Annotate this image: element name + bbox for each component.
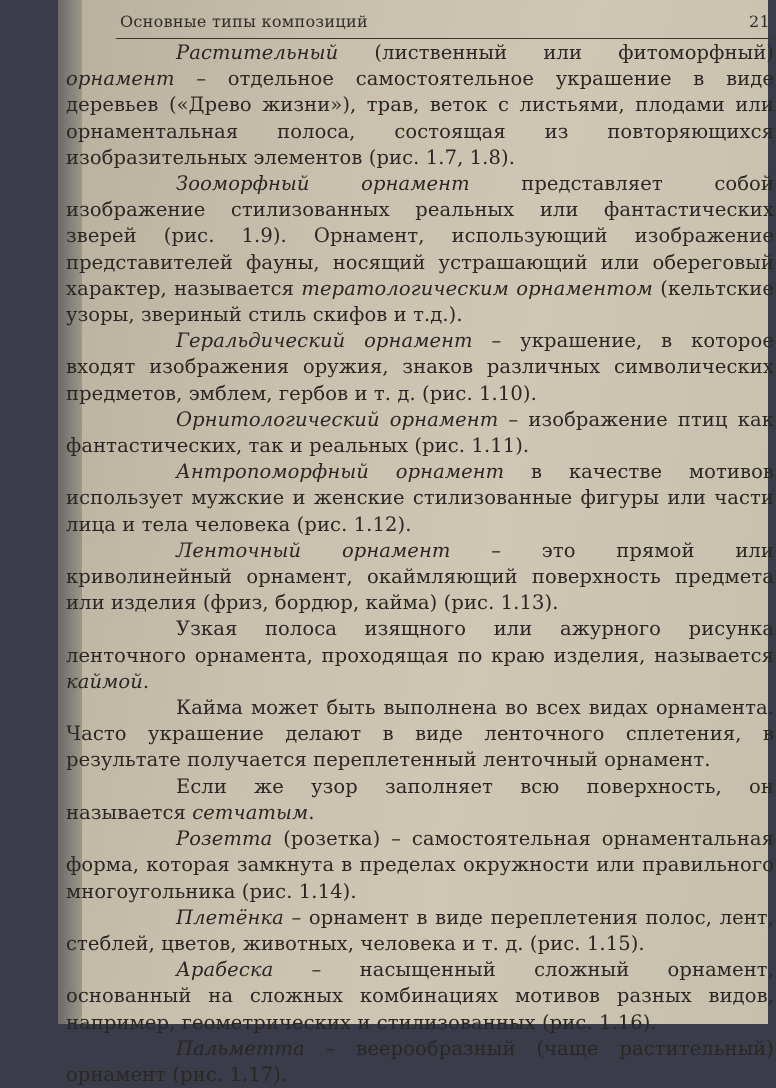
paragraph: [66, 774, 774, 826]
paragraph: [66, 538, 774, 617]
term: сетчатым: [192, 800, 309, 824]
paragraph: [66, 459, 774, 538]
paragraph-text: Узкая полоса изящного или ажурного рисунка ленточного орнамента, проходящая по краю изделия, называется: [66, 617, 774, 667]
paragraph-text: .: [308, 800, 315, 824]
term: Растительный: [176, 41, 339, 64]
paragraph-text: – отдельное самостоятельное украшение в виде деревьев («Древо жизни»), трав, веток с листьями, плодами или орнаментальная полоса, состоящая из повторяющихся изобразительных элементов (рис. 1.7, 1.8).: [66, 67, 774, 169]
running-header: [120, 12, 770, 31]
term: Розетта: [176, 827, 273, 851]
paragraph-text: – украшение, в которое входят изображения оружия, знаков различных символических предметов, эмблем, гербов и т. д. (рис. 1.10).: [66, 329, 774, 405]
paragraph-text: (кельтские узоры, звериный стиль скифов и т.д.).: [66, 276, 775, 327]
paragraph: [66, 1036, 774, 1088]
paragraph-text: .: [142, 669, 150, 693]
page-number: 21: [749, 12, 770, 31]
paragraph-text: (розетка) – самостоятельная орнаментальная форма, которая замкнута в пределах окружности или правильного многоугольника (рис. 1.14).: [66, 827, 774, 903]
paragraph: [66, 957, 774, 1036]
paragraph: [66, 171, 774, 328]
term: орнамент: [66, 67, 175, 91]
paragraph: [66, 328, 774, 407]
paragraph-text: представляет собой изображение стилизованных реальных или фантастических зверей (рис. 1.9). Орнамент, использующий изображение представителей фауны, носящий устрашающий или обереговый характер, называется: [66, 172, 774, 300]
paragraph-text: – изображение птиц как фантастических, так и реальных (рис. 1.11).: [66, 407, 774, 458]
chapter-title: Основные типы композиций: [120, 12, 368, 31]
term: Геральдический орнамент: [176, 329, 473, 353]
term: Пальметта: [176, 1036, 305, 1060]
paragraph-text: – веерообразный (чаще растительный) орнамент (рис. 1.17).: [66, 1036, 774, 1086]
book-page: [58, 0, 775, 1086]
paragraph-text: – насыщенный сложный орнамент, основанный на сложных комбинациях мотивов разных видов, например, геометрических и стилизованных (рис. 1.16).: [66, 958, 774, 1034]
term: каймой: [66, 669, 143, 693]
paragraph: [66, 826, 774, 905]
term: Арабеска: [176, 958, 274, 982]
term: Ленточный орнамент: [176, 538, 451, 562]
paragraph: [66, 616, 774, 695]
term: Антропоморфный орнамент: [176, 460, 505, 484]
paragraph: [66, 695, 774, 774]
paragraph-text: – это прямой или криволинейный орнамент, окаймляющий поверхность предмета или изделия (фриз, бордюр, кайма) (рис. 1.13).: [66, 538, 774, 615]
paragraph-text: – орнамент в виде переплетения полос, лент, стеблей, цветов, животных, человека и т. д. (рис. 1.15).: [66, 905, 774, 955]
paragraph: [66, 407, 774, 459]
paragraph: [66, 40, 774, 171]
header-rule: [116, 38, 776, 39]
paragraph-text: в качестве мотивов использует мужские и женские стилизованные фигуры или части лица и тела человека (рис. 1.12).: [66, 460, 774, 536]
paragraph: [66, 905, 774, 957]
body-text: [66, 40, 774, 1088]
term: Зооморфный орнамент: [176, 172, 470, 196]
term: Орнитологический орнамент: [176, 407, 499, 431]
paragraph-text: Кайма может быть выполнена во всех видах орнамента. Часто украшение делают в виде ленточного сплетения, в результате получается переплетенный ленточный орнамент.: [66, 696, 774, 772]
term: тератологическим орнаментом: [301, 276, 653, 300]
term: Плетёнка: [176, 905, 284, 929]
paragraph-text: (лиственный или фитоморфный): [338, 41, 774, 64]
paragraph-text: Если же узор заполняет всю поверхность, он называется: [66, 774, 774, 824]
